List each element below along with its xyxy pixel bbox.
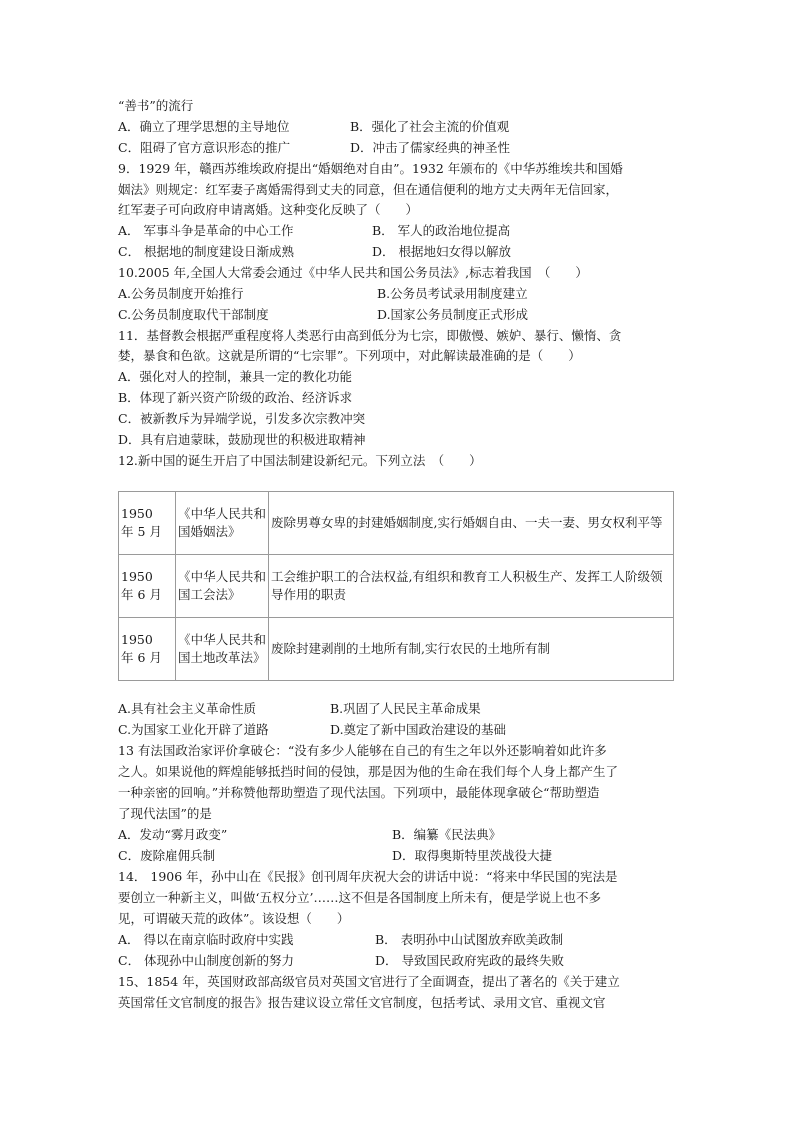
table-cell-law: 《中华人民共和国工会法》 (176, 555, 269, 618)
q8-stem-tail: “善书”的流行 (118, 98, 194, 113)
q10-option-d: D.国家公务员制度正式形成 (377, 307, 529, 322)
q12-stem: 12.新中国的诞生开启了中国法制建设新纪元。下列立法 （ ） (118, 453, 482, 468)
q13-stem-line-3: 一种亲密的回响。”并称赞他帮助塑造了现代法国。下列项中，最能体现拿破仑“帮助塑造 (118, 785, 600, 800)
q10-stem: 10.2005 年,全国人大常委会通过《中华人民共和国公务员法》,标志着我国 （ ） (118, 265, 588, 280)
q15-stem-line-1: 15、1854 年，英国财政部高级官员对英国文官进行了全面调查，提出了著名的《关于建立 (118, 974, 620, 989)
q12-option-c: C.为国家工业化开辟了道路 (118, 722, 269, 737)
table-row (119, 492, 674, 555)
q14-option-b: B． 表明孙中山试图放弃欧美政制 (375, 932, 564, 947)
q14-stem-line-1: 14． 1906 年，孙中山在《民报》创刊周年庆祝大会的讲话中说：“将来中华民国的宪法是 (118, 869, 618, 884)
table-cell-law: 《中华人民共和国土地改革法》 (176, 618, 269, 681)
table-cell-content: 废除男尊女卑的封建婚姻制度,实行婚姻自由、一夫一妻、男女权利平等 (269, 492, 674, 555)
q9-stem-line-3: 红军妻子可向政府申请离婚。这种变化反映了（ ） (118, 202, 419, 217)
q13-option-a: A．发动“雾月政变” (118, 827, 228, 842)
q9-option-b: B． 军人的政治地位提高 (372, 223, 511, 238)
q12-option-a: A.具有社会主义革命性质 (118, 701, 257, 716)
q9-stem-line-1: 9．1929 年，赣西苏维埃政府提出“婚姻绝对自由”。1932 年颁布的《中华苏维埃共和国婚 (118, 161, 623, 176)
q8-option-d: D．冲击了儒家经典的神圣性 (350, 140, 511, 155)
table-cell-content: 工会维护职工的合法权益,有组织和教育工人积极生产、发挥工人阶级领导作用的职责 (269, 555, 674, 618)
q11-stem-line-1: 11．基督教会根据严重程度将人类恶行由高到低分为七宗，即傲慢、嫉妒、暴行、懒惰、贪 (118, 328, 622, 343)
q10-option-c: C.公务员制度取代干部制度 (118, 307, 269, 322)
law-table (118, 491, 674, 681)
q8-option-b: B．强化了社会主流的价值观 (350, 119, 510, 134)
q15-stem-line-2: 英国常任文官制度的报告》报告建议设立常任文官制度，包括考试、录用文官、重视文官 (118, 995, 606, 1010)
q12-option-b: B.巩固了人民民主革命成果 (330, 701, 481, 716)
table-row (119, 618, 674, 681)
q14-option-c: C． 体现孙中山制度创新的努力 (118, 953, 295, 968)
q13-option-b: B．编纂《民法典》 (392, 827, 502, 842)
q14-stem-line-2: 要创立一种新主义，叫做‘五权分立’……这不但是各国制度上所未有，便是学说上也不多 (118, 890, 601, 905)
q9-option-a: A． 军事斗争是革命的中心工作 (118, 223, 294, 238)
table-cell-content: 废除封建剥削的土地所有制,实行农民的土地所有制 (269, 618, 674, 681)
q11-option-a: A．强化对人的控制，兼具一定的教化功能 (118, 369, 353, 384)
q9-option-d: D． 根据地妇女得以解放 (372, 244, 511, 259)
q14-option-a: A． 得以在南京临时政府中实践 (118, 932, 294, 947)
q13-stem-line-1: 13 有法国政治家评价拿破仑：“没有多少人能够在自己的有生之年以外还影响着如此许多 (118, 743, 607, 758)
q10-option-a: A.公务员制度开始推行 (118, 286, 244, 301)
q13-stem-line-4: 了现代法国”的是 (118, 806, 212, 821)
q13-option-c: C．废除雇佣兵制 (118, 848, 216, 863)
table-cell-date: 1950 年 6 月 (119, 555, 176, 618)
q10-option-b: B.公务员考试录用制度建立 (377, 286, 528, 301)
q8-option-c: C．阻碍了官方意识形态的推广 (118, 140, 291, 155)
table-cell-law: 《中华人民共和国婚姻法》 (176, 492, 269, 555)
q13-option-d: D．取得奥斯特里茨战役大捷 (392, 848, 553, 863)
q11-stem-line-2: 婪，暴食和色欲。这就是所谓的“七宗罪”。下列项中，对此解读最准确的是（ ） (118, 348, 581, 363)
q14-option-d: D． 导致国民政府宪政的最终失败 (375, 953, 564, 968)
q11-option-b: B．体现了新兴资产阶级的政治、经济诉求 (118, 390, 353, 405)
table-cell-date: 1950 年 6 月 (119, 618, 176, 681)
q11-option-d: D．具有启迪蒙昧，鼓励现世的积极进取精神 (118, 432, 366, 447)
q14-stem-line-3: 见，可谓破天荒的政体”。该设想（ ） (118, 911, 350, 926)
q13-stem-line-2: 之人。如果说他的辉煌能够抵挡时间的侵蚀，那是因为他的生命在我们每个人身上都产生了 (118, 764, 619, 779)
q9-option-c: C． 根据地的制度建设日渐成熟 (118, 244, 295, 259)
q12-option-d: D.奠定了新中国政治建设的基础 (330, 722, 507, 737)
q11-option-c: C．被新教斥为异端学说，引发多次宗教冲突 (118, 411, 366, 426)
q8-option-a: A．确立了理学思想的主导地位 (118, 119, 290, 134)
table-cell-date: 1950 年 5 月 (119, 492, 176, 555)
table-row (119, 555, 674, 618)
q9-stem-line-2: 姻法》则规定：红军妻子离婚需得到丈夫的同意，但在通信便利的地方丈夫两年无信回家， (118, 182, 619, 197)
